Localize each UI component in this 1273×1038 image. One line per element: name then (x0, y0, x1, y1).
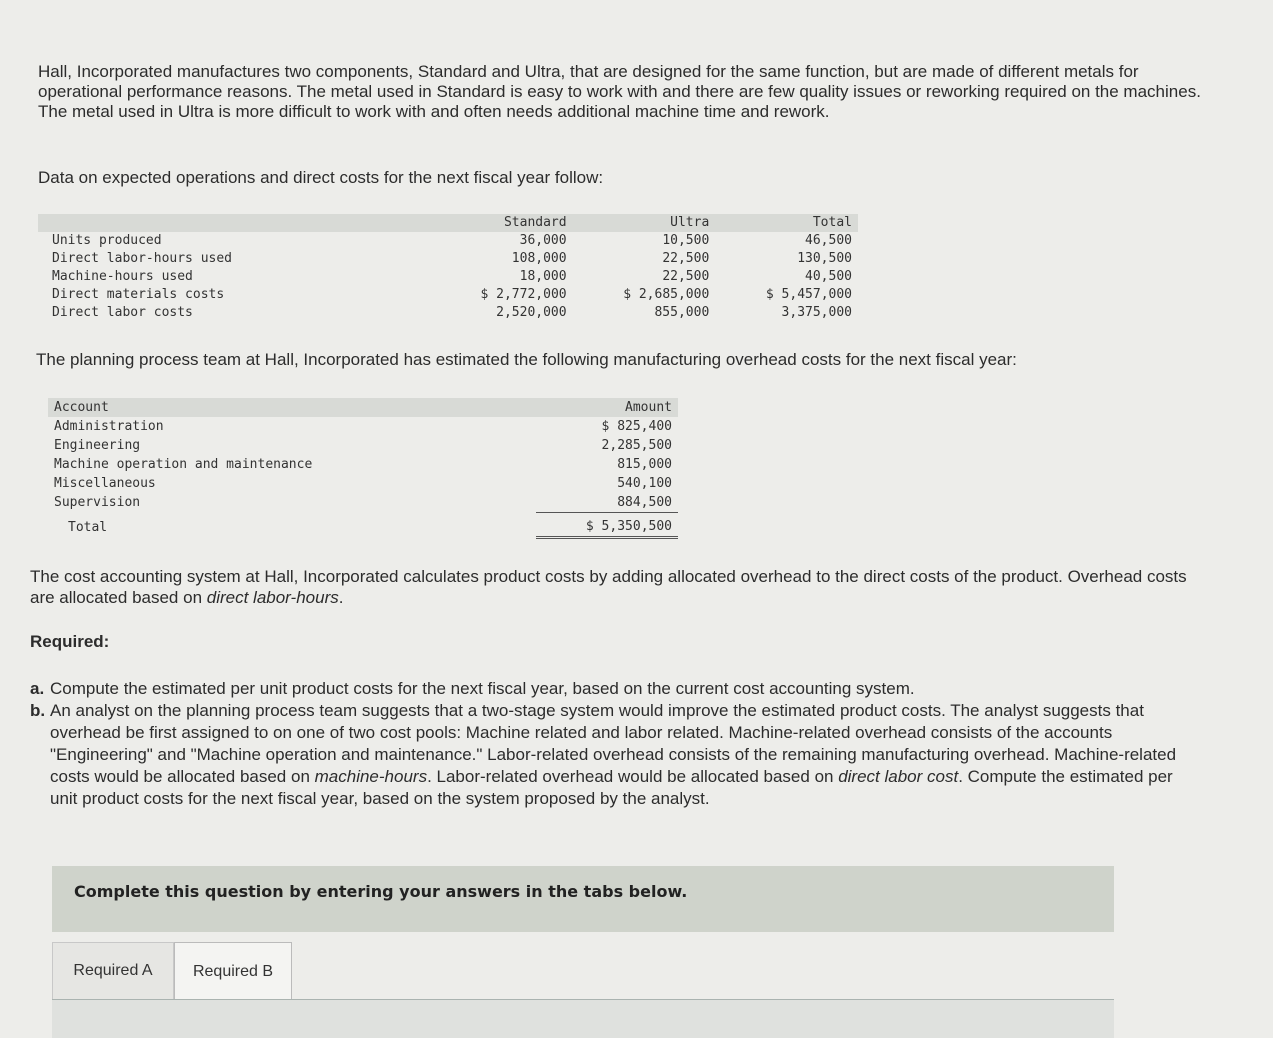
total-value: $ 5,457,000 (765, 287, 852, 302)
total-value: 3,375,000 (781, 305, 852, 320)
ultra-value: $ 2,685,000 (623, 287, 710, 302)
row-label: Direct materials costs (52, 287, 225, 302)
row-label: Direct labor-hours used (52, 251, 233, 266)
row-label: Direct labor costs (52, 305, 193, 320)
requirement-text: . Compute the estimated per unit product costs for the next fiscal year, based on the system proposed by the analyst. (50, 767, 1173, 808)
table-row (38, 268, 858, 286)
header-ultra: Ultra (670, 215, 710, 230)
table-row (48, 493, 678, 513)
ultra-value: 22,500 (662, 251, 710, 266)
total-label: Total (68, 519, 108, 535)
table-row (38, 232, 858, 250)
account-name: Supervision (54, 495, 141, 511)
header-account: Account (54, 400, 109, 415)
account-amount: $ 825,400 (601, 419, 672, 434)
table-row (48, 474, 678, 493)
standard-value: 2,520,000 (496, 305, 567, 320)
standard-value: 36,000 (519, 233, 567, 248)
ultra-value: 10,500 (662, 233, 710, 248)
total-value: 46,500 (805, 233, 852, 248)
account-name: Miscellaneous (54, 476, 156, 491)
instruction-text: Complete this question by entering your answers in the tabs below. (74, 882, 688, 901)
table-row (48, 417, 678, 436)
ultra-value: 855,000 (654, 305, 710, 320)
standard-value: $ 2,772,000 (480, 287, 567, 302)
account-amount: 815,000 (617, 457, 672, 472)
total-row (48, 513, 678, 538)
table-row (48, 436, 678, 455)
table-row (38, 286, 858, 304)
total-value: 40,500 (805, 269, 852, 284)
requirement-emphasis: direct labor cost (838, 767, 959, 786)
tab-required-b[interactable]: Required B (174, 942, 292, 1000)
account-amount: 2,285,500 (601, 438, 672, 453)
requirement-marker: b. (30, 701, 46, 720)
overhead-header-row (48, 398, 678, 417)
tab-required-a[interactable]: Required A (52, 942, 174, 1000)
standard-value: 18,000 (519, 269, 567, 284)
requirement-text: . Labor-related overhead would be allocated based on (427, 767, 839, 786)
header-total: Total (812, 215, 852, 230)
table-row (38, 250, 858, 268)
total-amount: $ 5,350,500 (536, 513, 678, 538)
required-heading: Required: (30, 632, 110, 651)
requirements-list (30, 678, 1200, 810)
header-standard: Standard (503, 215, 567, 230)
total-value: 130,500 (797, 251, 852, 266)
account-amount: 884,500 (617, 495, 672, 510)
overhead-table (48, 398, 678, 539)
ultra-value: 22,500 (662, 269, 710, 284)
account-name: Administration (54, 419, 164, 434)
account-amount: 540,100 (617, 476, 672, 491)
table-row (38, 304, 858, 322)
requirement-b (30, 700, 1200, 810)
tab-panel (52, 1000, 1114, 1038)
requirement-a (30, 678, 1200, 700)
operations-table (38, 214, 858, 322)
account-name: Machine operation and maintenance (54, 457, 313, 472)
standard-value: 108,000 (511, 251, 567, 266)
requirement-emphasis: machine-hours (314, 767, 428, 786)
cost-text-end: . (338, 588, 344, 607)
instruction-banner (52, 866, 1114, 932)
cost-text-emphasis: direct labor-hours (206, 588, 339, 607)
account-name: Engineering (54, 438, 141, 453)
requirement-text: Compute the estimated per unit product costs for the next fiscal year, based on the current cost accounting system. (50, 679, 915, 698)
intro-paragraph: Hall, Incorporated manufactures two components, Standard and Ultra, that are designed for the same function, but are made of different metals for operational performance reasons. The metal used in Standard is easy to work with and there are few quality issues or reworking required on the machines. The metal used in Ultra is more difficult to work with and often needs additional machine time and rework. (38, 62, 1201, 121)
requirement-text: An analyst on the planning process team suggests that a two-stage system would improve the estimated product costs. The analyst suggests that overhead be first assigned to on one of two cost pools: Machine related and labor related. Machine-related overhead consists of the accounts "Engineering" and "Machine operation and maintenance." Labor-related overhead consists of the remaining manufacturing overhead. Machine-related costs would be allocated based on (50, 701, 1177, 786)
operations-header-row (38, 214, 858, 232)
table-row (48, 455, 678, 474)
row-label: Machine-hours used (52, 269, 193, 284)
overhead-lead-text: The planning process team at Hall, Incorporated has estimated the following manufacturing overhead costs for the next fiscal year: (36, 350, 1017, 369)
cost-system-paragraph (30, 566, 1210, 608)
header-amount: Amount (625, 400, 672, 415)
row-label: Units produced (52, 233, 162, 248)
requirement-marker: a. (30, 679, 45, 698)
operations-lead-text: Data on expected operations and direct costs for the next fiscal year follow: (38, 168, 604, 187)
cost-text-part: The cost accounting system at Hall, Incorporated calculates product costs by adding allocated overhead to the direct costs of the product. Overhead costs are allocated based on (30, 567, 1187, 607)
